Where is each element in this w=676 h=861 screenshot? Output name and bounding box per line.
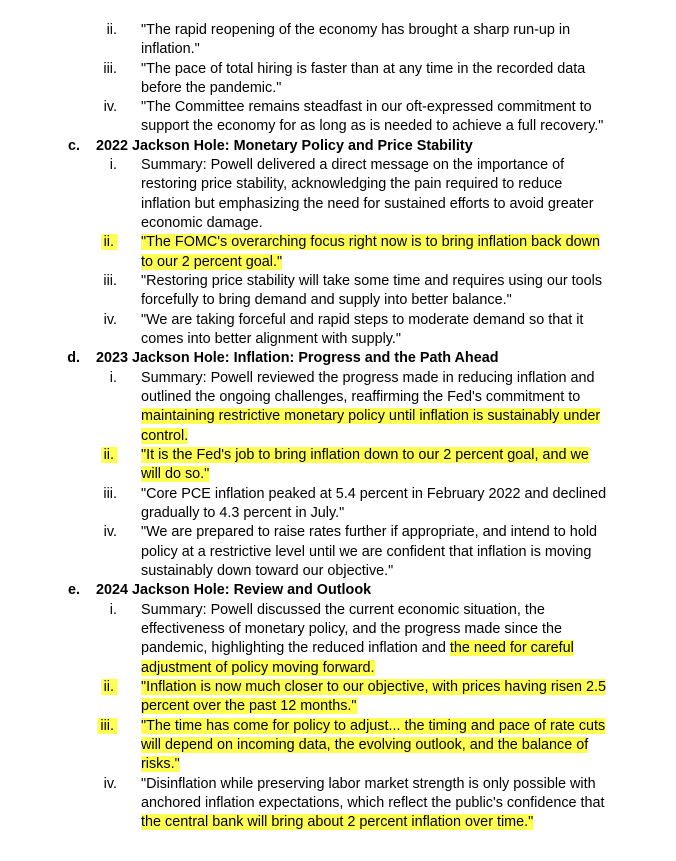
highlighted-text: maintaining restrictive monetary policy until inflation is sustainably under: [141, 408, 601, 424]
line-text: [141, 465, 209, 484]
document-line: [0, 79, 676, 98]
line-text: inflation but emphasizing the need for sustained efforts to avoid greater: [141, 196, 594, 212]
document-line: [0, 98, 676, 117]
highlighted-text: risks.": [141, 756, 180, 772]
line-text: [141, 813, 533, 832]
document-line: [0, 427, 676, 446]
document-line: [0, 736, 676, 755]
document-line: [0, 465, 676, 484]
line-text: Summary: Powell reviewed the progress made in reducing inflation and: [141, 370, 595, 386]
highlighted-text: will do so.": [141, 466, 210, 482]
item-numeral: i.: [109, 602, 117, 618]
document-line: [0, 311, 676, 330]
document-line: [0, 349, 676, 368]
item-numeral: [77, 233, 117, 252]
section-heading: 2023 Jackson Hole: Inflation: Progress and the Path Ahead: [96, 350, 499, 366]
document-line: [0, 407, 676, 426]
highlighted-text: will depend on incoming data, the evolving outlook, and the balance of: [141, 737, 589, 753]
document-line: [0, 581, 676, 600]
document-line: [0, 755, 676, 774]
item-numeral: ii.: [106, 22, 117, 38]
highlighted-text: "It is the Fed's job to bring inflation down to our 2 percent goal, and we: [141, 447, 589, 463]
document-line: [0, 717, 676, 736]
line-text: comes into better alignment with supply.": [141, 331, 402, 347]
document-line: [0, 253, 676, 272]
line-text: [141, 659, 375, 678]
line-text: [141, 233, 600, 252]
document-line: [0, 272, 676, 291]
line-text: "The pace of total hiring is faster than at any time in the recorded data: [141, 61, 586, 77]
line-text: Summary: Powell delivered a direct message on the importance of: [141, 157, 565, 173]
document-line: [0, 21, 676, 40]
line-text: [141, 697, 357, 716]
document-line: [0, 175, 676, 194]
item-numeral: iii.: [103, 486, 117, 502]
document-line: [0, 137, 676, 156]
item-numeral: [77, 717, 117, 736]
line-text: "We are prepared to raise rates further if appropriate, and intend to hold: [141, 524, 598, 540]
document-line: [0, 369, 676, 388]
line-text: policy at a restrictive level until we are confident that inflation is moving: [141, 544, 592, 560]
section-heading: 2024 Jackson Hole: Review and Outlook: [96, 582, 372, 598]
document-line: [0, 40, 676, 59]
line-text: [141, 427, 188, 446]
line-text: "The Committee remains steadfast in our oft-expressed commitment to: [141, 99, 592, 115]
document-line: [0, 117, 676, 136]
line-text: Summary: Powell discussed the current economic situation, the: [141, 602, 545, 618]
line-text: "Restoring price stability will take some time and requires using our tools: [141, 273, 603, 289]
highlighted-text: the need for careful: [449, 640, 574, 656]
item-numeral: iv.: [103, 312, 117, 328]
document-line: [0, 659, 676, 678]
item-numeral: i.: [109, 157, 117, 173]
line-text: before the pandemic.": [141, 80, 282, 96]
line-text: [141, 755, 180, 774]
line-text: "Core PCE inflation peaked at 5.4 percent in February 2022 and declined: [141, 486, 607, 502]
item-numeral: iv.: [103, 524, 117, 540]
highlighted-numeral: ii.: [101, 447, 117, 463]
line-text: effectiveness of monetary policy, and the progress made since the: [141, 621, 563, 637]
item-numeral: iv.: [103, 99, 117, 115]
document-line: [0, 446, 676, 465]
line-text: economic damage.: [141, 215, 263, 231]
section-letter: e.: [67, 582, 80, 598]
highlighted-text: "Inflation is now much closer to our objective, with prices having risen 2.5: [141, 679, 607, 695]
section-letter: d.: [67, 350, 80, 366]
document-line: [0, 330, 676, 349]
section-letter: c.: [67, 138, 80, 154]
highlighted-numeral: iii.: [97, 718, 117, 734]
line-text: [141, 717, 605, 736]
line-text: "The rapid reopening of the economy has brought a sharp run-up in: [141, 22, 571, 38]
document-line: [0, 678, 676, 697]
document-line: [0, 775, 676, 794]
highlighted-text: to our 2 percent goal.": [141, 254, 283, 270]
document-line: [0, 620, 676, 639]
line-text: restoring price stability, acknowledging the pain required to reduce: [141, 176, 563, 192]
item-numeral: iv.: [103, 776, 117, 792]
document-line: [0, 697, 676, 716]
item-numeral: i.: [109, 370, 117, 386]
document-line: [0, 60, 676, 79]
line-text: [141, 446, 589, 465]
line-text: [141, 639, 574, 658]
highlighted-numeral: ii.: [101, 234, 117, 250]
document-line: [0, 195, 676, 214]
document-line: [0, 504, 676, 523]
document-line: [0, 214, 676, 233]
line-text: sustainably down toward our objective.": [141, 563, 394, 579]
document-line: [0, 485, 676, 504]
line-text: gradually to 4.3 percent in July.": [141, 505, 345, 521]
document-line: [0, 813, 676, 832]
document-line: [0, 543, 676, 562]
item-numeral: iii.: [103, 61, 117, 77]
document-line: [0, 523, 676, 542]
line-text: "Disinflation while preserving labor market strength is only possible with: [141, 776, 596, 792]
highlighted-text: adjustment of policy moving forward.: [141, 660, 375, 676]
document-line: [0, 233, 676, 252]
document-line: [0, 639, 676, 658]
highlighted-text: the central bank will bring about 2 percent inflation over time.": [141, 814, 534, 830]
line-text: inflation.": [141, 41, 200, 57]
highlighted-numeral: ii.: [101, 679, 117, 695]
line-text-plain: pandemic, highlighting the reduced inflation and: [141, 640, 450, 656]
line-text: support the economy for as long as is needed to achieve a full recovery.": [141, 118, 604, 134]
line-text: [141, 678, 606, 697]
section-heading: 2022 Jackson Hole: Monetary Policy and Price Stability: [96, 138, 473, 154]
line-text: [141, 736, 588, 755]
highlighted-text: control.: [141, 428, 189, 444]
document-line: [0, 388, 676, 407]
document-line: [0, 562, 676, 581]
document-line: [0, 601, 676, 620]
line-text: anchored inflation expectations, which reflect the public's confidence that: [141, 795, 605, 811]
document-line: [0, 291, 676, 310]
highlighted-text: percent over the past 12 months.": [141, 698, 357, 714]
item-numeral: [77, 446, 117, 465]
line-text: "We are taking forceful and rapid steps to moderate demand so that it: [141, 312, 584, 328]
line-text: outlined the ongoing challenges, reaffirming the Fed's commitment to: [141, 389, 581, 405]
line-text: [141, 407, 600, 426]
highlighted-text: "The time has come for policy to adjust... the timing and pace of rate cuts: [141, 718, 606, 734]
item-numeral: iii.: [103, 273, 117, 289]
document-line: [0, 794, 676, 813]
item-numeral: [77, 678, 117, 697]
highlighted-text: "The FOMC's overarching focus right now is to bring inflation back down: [141, 234, 600, 250]
line-text: forcefully to bring demand and supply into better balance.": [141, 292, 512, 308]
document-line: [0, 156, 676, 175]
line-text: [141, 253, 282, 272]
